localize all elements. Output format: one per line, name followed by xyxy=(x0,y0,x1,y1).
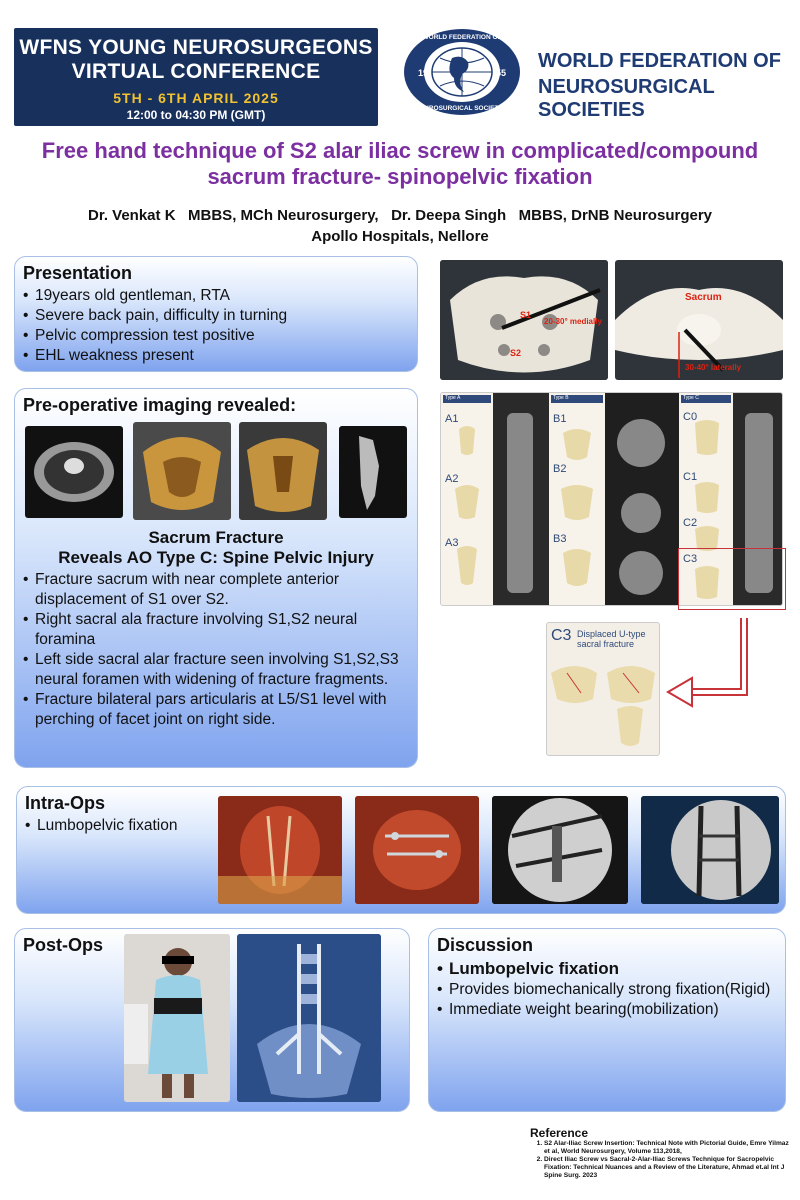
list-item: • Lumbopelvic fixation xyxy=(25,816,785,836)
list-item: • Pelvic compression test positive xyxy=(23,326,417,346)
row-c2: C2 xyxy=(683,517,698,529)
emblem-text-top: WORLD FEDERATION OF xyxy=(422,34,502,41)
postop-patient-photo xyxy=(124,934,230,1102)
row-a1: A1 xyxy=(445,413,459,425)
row-c3: C3 xyxy=(683,553,698,565)
sacrum-model-right-photo xyxy=(615,260,783,380)
list-item: • Fracture bilateral pars articularis at L5/S1 level with perching of facet joint on right side. xyxy=(23,690,417,730)
presentation-heading: Presentation xyxy=(23,263,133,283)
presentation-list xyxy=(23,286,417,366)
intraop-heading: Intra-Ops xyxy=(25,793,106,813)
model-angle-medial: 20-30° medially xyxy=(544,317,602,326)
c3-highlight-box xyxy=(678,548,786,610)
references-heading: Reference xyxy=(530,1126,589,1140)
poster-title: Free hand technique of S2 alar iliac screw in complicated/compound sacrum fracture- spinopelvic fixation xyxy=(41,138,759,189)
sacrum-model-left-illustration xyxy=(440,260,608,380)
conference-banner xyxy=(14,28,378,126)
discussion-heading: Discussion xyxy=(437,935,534,955)
imaging-caption-2: Reveals AO Type C: Spine Pelvic Injury xyxy=(58,548,374,567)
col-label-type-c: Type C xyxy=(681,395,731,403)
row-a3: A3 xyxy=(445,537,459,549)
wfns-logo xyxy=(398,28,790,121)
list-item: • Provides biomechanically strong fixation(Rigid) xyxy=(437,980,785,1000)
zoom-code: C3 xyxy=(551,627,572,644)
affiliation-line: Apollo Hospitals, Nellore xyxy=(311,228,489,245)
c3-zoom-figure xyxy=(546,622,660,756)
list-item: • Immediate weight bearing(mobilization) xyxy=(437,1000,785,1020)
presentation-section xyxy=(14,256,418,372)
zoom-label: Displaced U-type sacral fracture xyxy=(577,629,646,649)
discussion-section xyxy=(428,928,786,1112)
postop-xray xyxy=(237,934,381,1102)
reference-item: 2. Direct Iliac Screw vs Sacral-2-Alar-Iliac Screws Technique for Sacropelvic Fixation: Technical Nuances and a Review of the Literature, Ahmad et.al Int J Spine Surg. 2023 xyxy=(544,1156,792,1180)
banner-time: 12:00 to 04:30 PM (GMT) xyxy=(126,108,266,122)
globe-emblem-icon xyxy=(402,28,522,116)
row-b1: B1 xyxy=(553,413,567,425)
model-label-s1: S1 xyxy=(520,310,532,320)
row-c1: C1 xyxy=(683,471,698,483)
intraop-fluoro-2 xyxy=(641,796,779,904)
emblem-text-bottom: NEUROSURGICAL SOCIETIES xyxy=(415,105,509,112)
discussion-main-point: • Lumbopelvic fixation xyxy=(437,958,785,980)
intraop-photo-2 xyxy=(355,796,479,904)
imaging-list xyxy=(23,570,417,730)
references-list xyxy=(544,1140,792,1180)
list-item: • Fracture sacrum with near complete anterior displacement of S1 over S2. xyxy=(23,570,417,610)
authors-block xyxy=(10,205,790,247)
row-c0: C0 xyxy=(683,411,698,423)
sacrum-model-left-photo xyxy=(440,260,608,380)
discussion-list xyxy=(437,958,785,1020)
row-b2: B2 xyxy=(553,463,567,475)
imaging-thumbnails xyxy=(15,422,417,522)
intraop-photo-1 xyxy=(218,796,342,904)
c3-pelvis-illustration xyxy=(547,653,660,756)
list-item: • Right sacral ala fracture involving S1,S2 neural foramina xyxy=(23,610,417,650)
list-item: • EHL weakness present xyxy=(23,346,417,366)
authors-line: Dr. Venkat K MBBS, MCh Neurosurgery, Dr. Deepa Singh MBBS, DrNB Neurosurgery xyxy=(87,207,713,224)
row-b3: B3 xyxy=(553,533,567,545)
model-label-s2: S2 xyxy=(510,348,522,358)
emblem-year-left: 19 xyxy=(418,68,429,78)
banner-line1: WFNS YOUNG NEUROSURGEONS xyxy=(19,36,373,59)
arrow-icon xyxy=(660,612,760,712)
row-a2: A2 xyxy=(445,473,459,485)
ct-3d-reconstruction-front xyxy=(133,422,231,520)
ct-3d-reconstruction-back xyxy=(239,422,327,520)
list-item: • 19years old gentleman, RTA xyxy=(23,286,417,306)
model-label-sacrum: Sacrum xyxy=(685,292,722,303)
reference-item: 1. S2 Alar-Iliac Screw Insertion: Technical Note with Pictorial Guide, Emre Yilmaz et al, World Neurosurgery, Volume 113,2018, xyxy=(544,1140,792,1156)
ct-axial-image xyxy=(25,426,123,518)
banner-dates: 5TH - 6TH APRIL 2025 xyxy=(113,90,279,106)
wfns-name-line2: NEUROSURGICAL SOCIETIES xyxy=(538,76,715,121)
intraop-fluoro-1 xyxy=(492,796,628,904)
imaging-heading: Pre-operative imaging revealed: xyxy=(23,395,297,415)
postop-heading: Post-Ops xyxy=(23,935,104,955)
ct-sagittal-image xyxy=(339,426,407,518)
col-label-type-b: Type B xyxy=(551,395,603,403)
list-item: • Left side sacral alar fracture seen involving S1,S2,S3 neural foramen with widening of fracture fragments. xyxy=(23,650,417,690)
col-label-type-a: Type A xyxy=(443,395,491,403)
model-angle-lateral: 30-40° laterally xyxy=(685,363,742,372)
sacrum-model-right-illustration xyxy=(615,260,783,380)
imaging-caption-1: Sacrum Fracture xyxy=(148,528,284,547)
banner-line2: VIRTUAL CONFERENCE xyxy=(71,60,321,83)
wfns-name-line1: WORLD FEDERATION OF xyxy=(538,50,781,72)
references-section xyxy=(530,1126,792,1180)
imaging-section xyxy=(14,388,418,768)
list-item: • Severe back pain, difficulty in turning xyxy=(23,306,417,326)
emblem-year-right: 55 xyxy=(496,68,507,78)
